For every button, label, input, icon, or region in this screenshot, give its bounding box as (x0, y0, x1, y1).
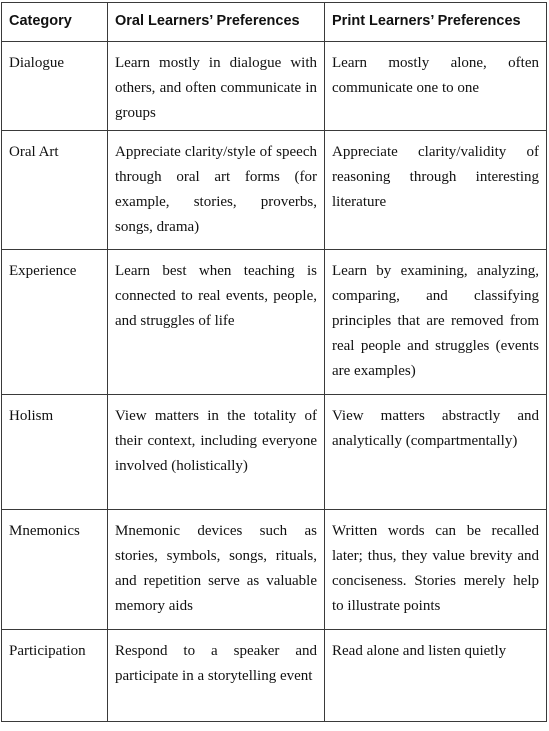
print-preference-cell: Learn by examining, analyzing, comparing, and classifying principles that are removed from real people and struggles (events are examples) (325, 250, 547, 395)
print-preference-cell: Appreciate clarity/validity of reasoning through interesting literature (325, 131, 547, 250)
oral-preference-cell: Mnemonic devices such as stories, symbols, songs, rituals, and repetition serve as valuable memory aids (108, 510, 325, 630)
table-row (2, 510, 547, 630)
print-preference-cell: Read alone and listen quietly (325, 630, 547, 722)
header-oral-learners: Oral Learners’ Preferences (108, 3, 325, 42)
table-row (2, 250, 547, 395)
print-preference-cell: Written words can be recalled later; thus, they value brevity and conciseness. Stories merely help to illustrate points (325, 510, 547, 630)
header-category: Category (2, 3, 108, 42)
table-row (2, 395, 547, 510)
table-row (2, 630, 547, 722)
category-cell: Oral Art (2, 131, 108, 250)
print-preference-cell: View matters abstractly and analytically (compartmentally) (325, 395, 547, 510)
table-header (2, 3, 547, 42)
print-preference-cell: Learn mostly alone, often communicate one to one (325, 42, 547, 131)
oral-preference-cell: Respond to a speaker and participate in a storytelling event (108, 630, 325, 722)
category-cell: Holism (2, 395, 108, 510)
oral-preference-cell: View matters in the totality of their context, including everyone involved (holistically) (108, 395, 325, 510)
oral-preference-cell: Learn mostly in dialogue with others, and often communicate in groups (108, 42, 325, 131)
comparison-table (1, 2, 547, 722)
oral-preference-cell: Learn best when teaching is connected to real events, people, and struggles of life (108, 250, 325, 395)
header-print-learners: Print Learners’ Preferences (325, 3, 547, 42)
table-row (2, 131, 547, 250)
category-cell: Participation (2, 630, 108, 722)
category-cell: Experience (2, 250, 108, 395)
header-row (2, 3, 547, 42)
category-cell: Dialogue (2, 42, 108, 131)
oral-preference-cell: Appreciate clarity/style of speech through oral art forms (for example, stories, proverbs, songs, drama) (108, 131, 325, 250)
table-row (2, 42, 547, 131)
table-body (2, 42, 547, 722)
category-cell: Mnemonics (2, 510, 108, 630)
